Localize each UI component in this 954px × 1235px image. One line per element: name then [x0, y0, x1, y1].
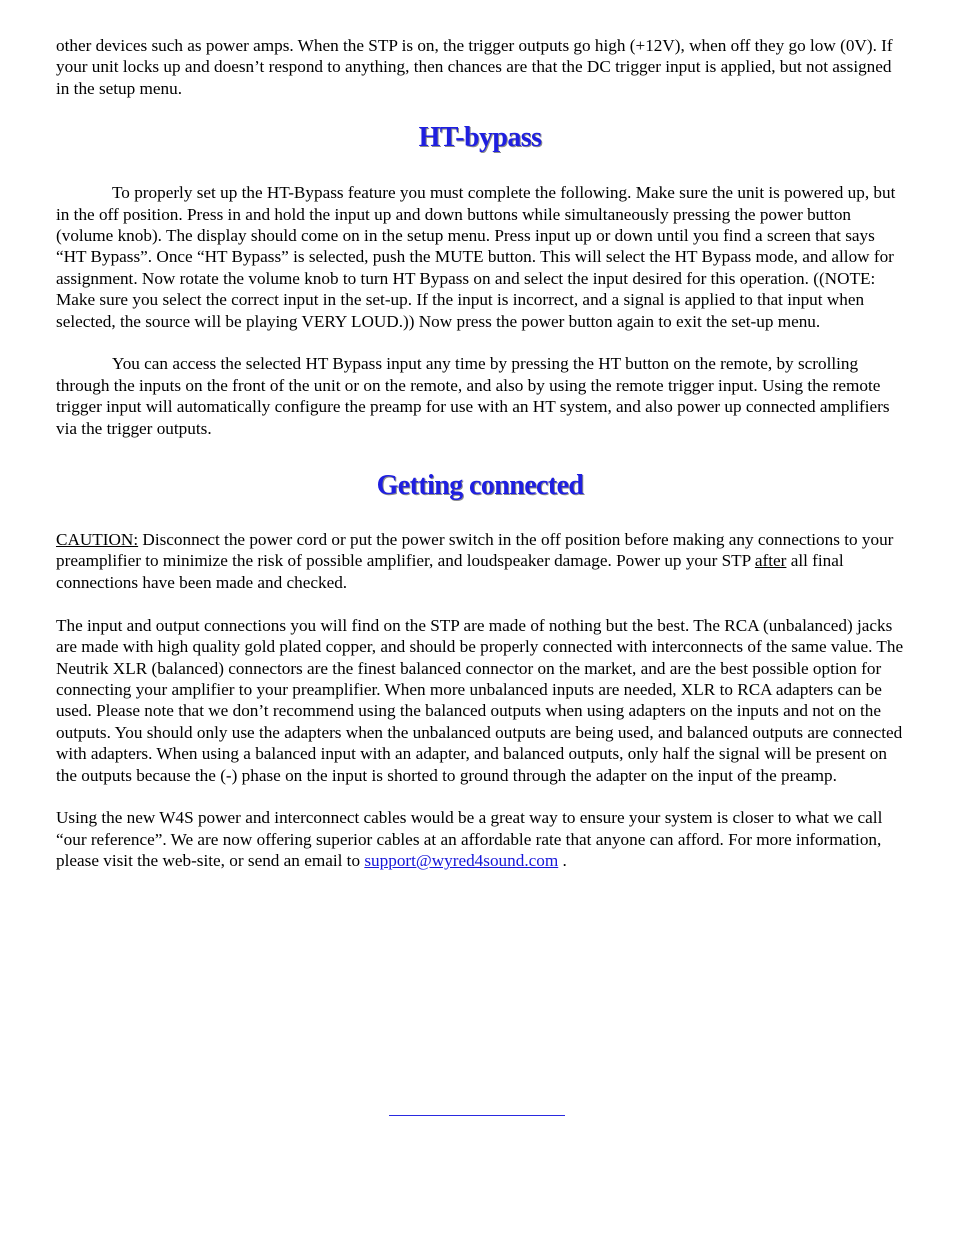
ht-bypass-setup-paragraph: To properly set up the HT-Bypass feature you must complete the following. Make sure the unit is powered up, but in the off position. Press in and hold the input up and down buttons while simultaneously pressing the power button (volume knob). The display should come on in the setup menu. Press input up or down until you find a screen that says “HT Bypass”. Once “HT Bypass” is selected, push the MUTE button. This will select the HT Bypass mode, and allow for assignment. Now rotate the volume knob to turn HT Bypass on and select the input desired for this operation. ((NOTE: Make sure you select the correct input in the set-up. If the input is incorrect, and a signal is applied to that input when selected, the source will be playing VERY LOUD.)) Now press the power button again to exit the set-up menu. [56, 183, 896, 331]
cables-paragraph [56, 807, 904, 871]
connections-paragraph: The input and output connections you will find on the STP are made of nothing but the best. The RCA (unbalanced) jacks are made with high quality gold plated copper, and should be properly connected with interconnects of the same value. The Neutrik XLR (balanced) connectors are the finest balanced connector on the market, and are the best possible option for connecting your amplifier to your preamplifier. When more unbalanced inputs are needed, XLR to RCA adapters can be used. Please note that we don’t recommend using the balanced outputs when using adapters on the inputs and not on the outputs. You should only use the adapters when the unbalanced outputs are being used, and balanced outputs are connected with adapters. When using a balanced input with an adapter, and balanced outputs, only half the signal will be present on the outputs because the (-) phase on the input is shorted to ground through the adapter on the input of the preamp. [56, 615, 904, 785]
footer-divider [389, 1115, 565, 1116]
caution-text-after: all final connections have been made and checked. [56, 551, 844, 592]
caution-emphasis: after [754, 551, 787, 571]
paragraph-spacer [56, 332, 904, 353]
paragraph-spacer [56, 593, 904, 614]
caution-paragraph [56, 529, 904, 593]
getting-connected-heading: Getting connected [376, 470, 584, 502]
ht-bypass-access-paragraph: You can access the selected HT Bypass input any time by pressing the HT button on the remote, by scrolling through the inputs on the front of the unit or on the remote, and also by using the remote trigger input. Using the remote trigger input will automatically configure the preamp for use with an HT system, and also power up connected amplifiers via the trigger outputs. [56, 354, 890, 438]
document-page [56, 35, 904, 872]
cables-text-before: Using the new W4S power and interconnect cables would be a great way to ensure your system is closer to what we call “our reference”. We are now offering superior cables at an affordable rate that anyone can afford. For more information, please visit the web-site, or send an email to [56, 808, 883, 871]
support-email-link[interactable]: support@wyred4sound.com [364, 851, 559, 871]
cables-text-after: . [558, 851, 567, 871]
paragraph-spacer [56, 786, 904, 807]
caution-label: CAUTION: [56, 530, 139, 550]
caution-text-before: Disconnect the power cord or put the power switch in the off position before making any connections to your preamplifier to minimize the risk of possible amplifier, and loudspeaker damage. Power up your STP [56, 530, 894, 571]
ht-bypass-heading: HT-bypass [418, 122, 542, 154]
intro-paragraph: other devices such as power amps. When the STP is on, the trigger outputs go high (+12V), when off they go low (0V). If your unit locks up and doesn’t respond to anything, then chances are that the DC trigger input is applied, but not assigned in the setup menu. [56, 36, 893, 98]
